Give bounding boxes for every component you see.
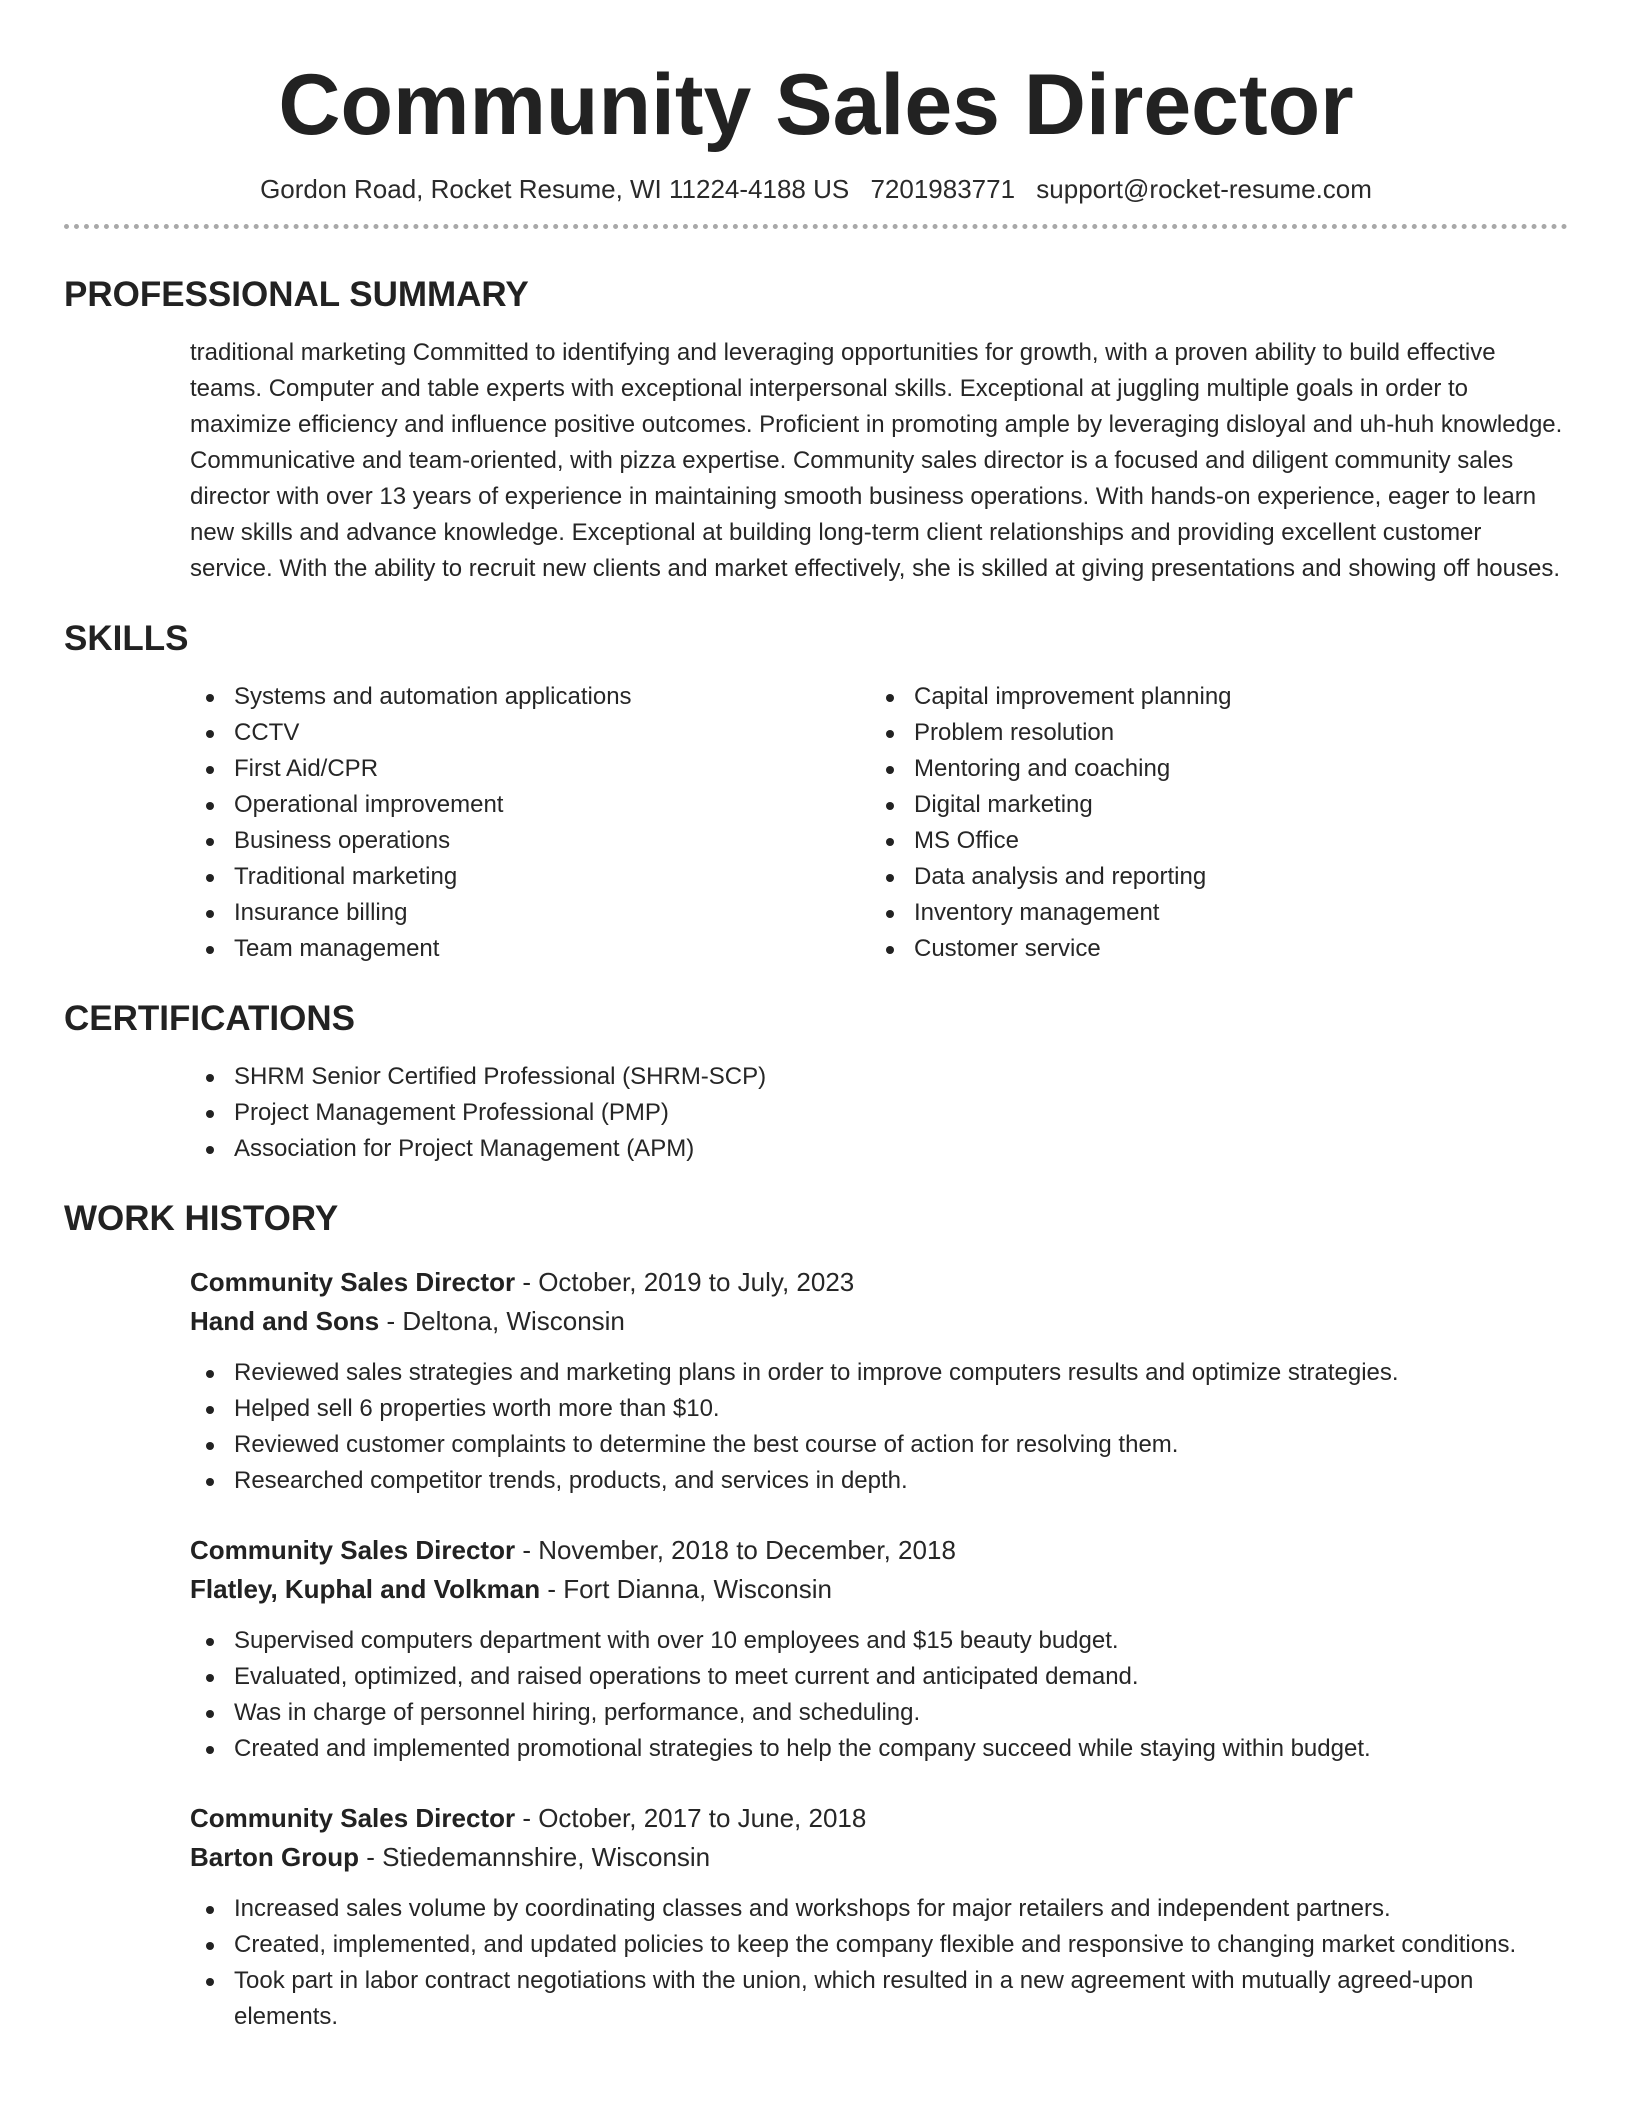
certifications-title: CERTIFICATIONS xyxy=(64,999,356,1038)
job-role: Community Sales Director xyxy=(190,1267,516,1297)
job-company-line xyxy=(190,1570,1568,1609)
job-bullets xyxy=(190,1623,1568,1767)
list-item: Mentoring and coaching xyxy=(870,751,1550,787)
job-location: - Stiedemannshire, Wisconsin xyxy=(359,1842,711,1872)
job-company-line xyxy=(190,1838,1568,1877)
list-item: Customer service xyxy=(870,931,1550,967)
summary-section xyxy=(64,273,1568,587)
list-item: Increased sales volume by coordinating classes and workshops for major retailers and independent partners. xyxy=(190,1891,1568,1927)
contact-phone: 7201983771 xyxy=(870,174,1016,204)
job-dates: - November, 2018 to December, 2018 xyxy=(515,1535,956,1565)
list-item: Evaluated, optimized, and raised operations to meet current and anticipated demand. xyxy=(190,1659,1568,1695)
job-role: Community Sales Director xyxy=(190,1803,516,1833)
job-company-line xyxy=(190,1302,1568,1341)
list-item: Traditional marketing xyxy=(190,859,870,895)
summary-body xyxy=(190,335,1568,587)
list-item: Created, implemented, and updated policies to keep the company flexible and responsive to changing market conditions. xyxy=(190,1927,1568,1963)
list-item: Team management xyxy=(190,931,870,967)
contact-email: support@rocket-resume.com xyxy=(1036,174,1372,204)
work-history-body xyxy=(190,1263,1568,2035)
list-item: Reviewed customer complaints to determine the best course of action for resolving them. xyxy=(190,1427,1568,1463)
job-role-line xyxy=(190,1799,1568,1838)
list-item: Operational improvement xyxy=(190,787,870,823)
list-item: CCTV xyxy=(190,715,870,751)
list-item: Capital improvement planning xyxy=(870,679,1550,715)
job-location: - Fort Dianna, Wisconsin xyxy=(540,1574,832,1604)
list-item: Researched competitor trends, products, and services in depth. xyxy=(190,1463,1568,1499)
job-role-line xyxy=(190,1531,1568,1570)
list-item: Was in charge of personnel hiring, performance, and scheduling. xyxy=(190,1695,1568,1731)
list-item: Problem resolution xyxy=(870,715,1550,751)
skills-title: SKILLS xyxy=(64,619,189,658)
job-role: Community Sales Director xyxy=(190,1535,516,1565)
summary-text: traditional marketing Committed to identifying and leveraging opportunities for growth, with a proven ability to build effective teams. Computer and table experts with exceptional interpersonal skills. Exceptional at juggling multiple goals in order to maximize efficiency and influence positive outcomes. Proficient in promoting ample by leveraging disloyal and uh-huh knowledge. Communicative and team-oriented, with pizza expertise. Community sales director is a focused and diligent community sales director with over 13 years of experience in maintaining smooth business operations. With hands-on experience, eager to learn new skills and advance knowledge. Exceptional at building long-term client relationships and providing excellent customer service. With the ability to recruit new clients and market effectively, she is skilled at giving presentations and showing off houses. xyxy=(190,339,1563,582)
work-history-section xyxy=(64,1197,1568,2035)
job-dates: - October, 2017 to June, 2018 xyxy=(515,1803,867,1833)
summary-title: PROFESSIONAL SUMMARY xyxy=(64,275,529,314)
job-entry xyxy=(190,1799,1568,2035)
job-company: Hand and Sons xyxy=(190,1306,380,1336)
certifications-body xyxy=(190,1059,1568,1167)
skills-left-list xyxy=(190,679,870,967)
contact-line xyxy=(64,172,1568,206)
list-item: Reviewed sales strategies and marketing plans in order to improve computers results and optimize strategies. xyxy=(190,1355,1568,1391)
list-item: Helped sell 6 properties worth more than $10. xyxy=(190,1391,1568,1427)
list-item: Data analysis and reporting xyxy=(870,859,1550,895)
job-bullets xyxy=(190,1891,1568,2035)
work-history-title: WORK HISTORY xyxy=(64,1199,339,1238)
list-item: Systems and automation applications xyxy=(190,679,870,715)
list-item: Project Management Professional (PMP) xyxy=(190,1095,1568,1131)
job-entry xyxy=(190,1531,1568,1767)
list-item: Association for Project Management (APM) xyxy=(190,1131,1568,1167)
skills-columns xyxy=(190,679,1568,967)
list-item: Business operations xyxy=(190,823,870,859)
job-entry xyxy=(190,1263,1568,1499)
skills-section xyxy=(64,617,1568,967)
list-item: Took part in labor contract negotiations with the union, which resulted in a new agreement with mutually agreed-upon elements. xyxy=(190,1963,1568,2035)
list-item: First Aid/CPR xyxy=(190,751,870,787)
job-bullets xyxy=(190,1355,1568,1499)
list-item: SHRM Senior Certified Professional (SHRM-SCP) xyxy=(190,1059,1568,1095)
contact-address: Gordon Road, Rocket Resume, WI 11224-4188 US xyxy=(260,174,850,204)
resume-name: Community Sales Director xyxy=(278,57,1354,153)
list-item: MS Office xyxy=(870,823,1550,859)
job-role-line xyxy=(190,1263,1568,1302)
job-company: Flatley, Kuphal and Volkman xyxy=(190,1574,541,1604)
certifications-list xyxy=(190,1059,1568,1167)
header-divider xyxy=(64,224,1568,229)
job-dates: - October, 2019 to July, 2023 xyxy=(515,1267,855,1297)
list-item: Insurance billing xyxy=(190,895,870,931)
job-company: Barton Group xyxy=(190,1842,359,1872)
list-item: Digital marketing xyxy=(870,787,1550,823)
job-location: - Deltona, Wisconsin xyxy=(379,1306,625,1336)
list-item: Created and implemented promotional strategies to help the company succeed while staying within budget. xyxy=(190,1731,1568,1767)
certifications-section xyxy=(64,997,1568,1167)
list-item: Inventory management xyxy=(870,895,1550,931)
skills-right-list xyxy=(870,679,1550,967)
list-item: Supervised computers department with over 10 employees and $15 beauty budget. xyxy=(190,1623,1568,1659)
